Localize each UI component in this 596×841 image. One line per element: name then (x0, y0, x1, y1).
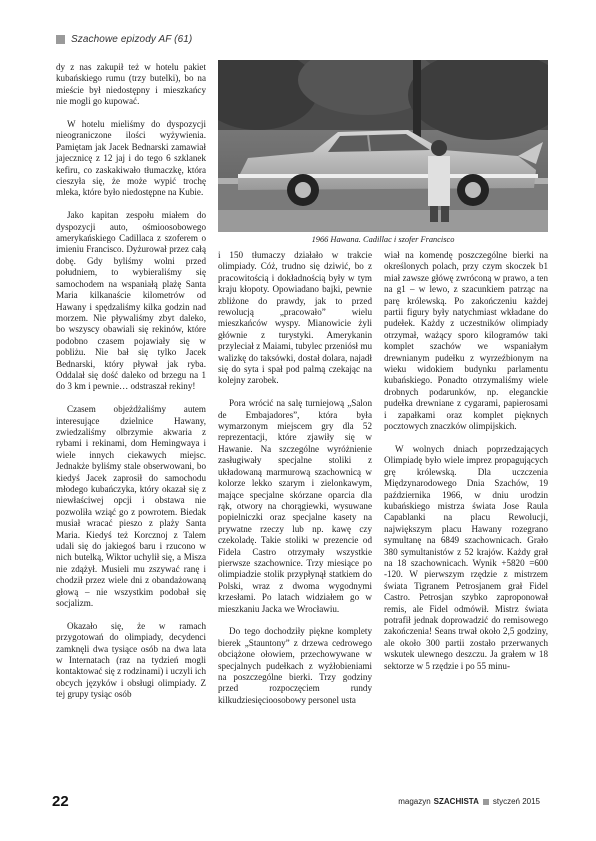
paragraph: W hotelu mieliśmy do dyspozycji nieograniczone ilości wyżywienia. Pamiętam jak Jacek Bednarski zamawiał jajecznicę z 12 jaj i do tego 6 szklanek kefiru, co zaskakiwało tłumaczkę, która cieszyła się, że może wypić trochę mleka, które było niedostępne na Kubie. (56, 119, 206, 198)
cadillac-photo (218, 60, 548, 232)
article-column-1 (56, 62, 206, 701)
issue-date: styczeń 2015 (492, 797, 540, 806)
article-column-2 (218, 250, 372, 706)
paragraph: wiał na komendę poszczególne bierki na określonych polach, przy czym skoczek b1 miał zawsze główę zwróconą w prawo, a ten na g1 – w lewo, z szacunkiem patrząc na parę królewską. Po zakończeniu każdej partii figury były natychmiast wkładane do pudełek. Każdy z uczestników olimpiady otrzymał, ważący sporo kilogramów taki komplet szachów we wspaniałym drewnianym pudełku z wyrzeźbionym na wieku widokiem budynku parlamentu kubańskiego. Ponadto otrzymaliśmy wiele drobnych podarunków, np. eleganckie pudełka drewniane z cygarami, papierosami i zapałkami oraz komplet pięknych pocztowych znaczków olimpijskich. (384, 250, 548, 432)
header-square-marker (56, 35, 65, 44)
paragraph: Czasem objeżdżaliśmy autem interesujące dzielnice Hawany, zwiedzaliśmy olbrzymie akwaria z rybami i rekinami, dom Hemingwaya i wiele innych ciekawych miejsc. Jednakże byliśmy stale obserwowani, bo kiedyś Jacek zaprosił do samochodu młodego kubańczyka, który okazał się z niewłaściwej opcji i obstawa nie pozwoliła wziąć go z powrotem. Biedak musiał wracać pieszo z plaży Santa Maria. Kiedyś też Korcznoj z Talem udali się do jakiegoś baru i rzucono w nich butelką, Wiktor uchylił się, a Misza nie zdążył. Musieli mu zszywać ranę i chodził przez wiele dni z obandażowaną głową – nie wszystkim podobał się socjalizm. (56, 404, 206, 609)
magazine-prefix: magazyn (398, 797, 431, 806)
paragraph: i 150 tłumaczy działało w trakcie olimpiady. Cóż, trudno się dziwić, bo z pracowitością i dokładnością były w tym kraju kłopoty. Opowiadano bajki, pewnie zbliżone do prawdy, jak to przed rewolucją „pracowało” wielu mieszkańców wyspy. Mianowicie żyli głównie z turystyki. Amerykanin przyleciał z Maiami, tubylec przeniósł mu walizkę do taksówki, dostał dolara, najadł się do syta i spał pod palmą czekając na kolejny zarobek. (218, 250, 372, 386)
page-number: 22 (52, 793, 69, 810)
footer-magazine-info (398, 797, 540, 806)
photo-caption: 1966 Hawana. Cadillac i szofer Francisco (311, 235, 455, 244)
footer-square-marker (483, 799, 489, 805)
cadillac-photo-illustration (218, 60, 548, 232)
paragraph: Okazało się, że w ramach przygotowań do olimpiady, decydenci zamknęli dwa tysiące osób na dwa lata w Internatach (raz na tydzień mogli kontaktować się z rodzinami) i uczyli ich obcych języków i obsługi olimpiady. Z tej grupy tysiąc osób (56, 620, 206, 700)
paragraph: Do tego dochodziły piękne komplety bierek „Stauntony” z drzewa cedrowego obciążone ołowiem, przechowywane w specjalnych pudełkach z wyżłobieniami na poszczególne bierki. Trzy godziny przed rozpoczęciem rundy kilkudziesięcioosobowy personel usta (218, 626, 372, 705)
paragraph: dy z nas zakupił też w hotelu pakiet kubańskiego rumu (trzy butelki), bo na mieście był niedostępny i mieszkańcy nie mogli go kupować. (56, 62, 206, 107)
running-header (56, 33, 192, 45)
paragraph: Pora wrócić na salę turniejową „Salon de Embajadores”, która była wymarzonym miejscem gry dla 52 reprezentacji, które zjawiły się w Hawanie. Na szczególne wyróżnienie zasługiwały specjalne stoliki z układowaną marmurową szachownicą w kolorze lekko szarym i zielonkawym, mające specjalne skórzane oparcia dla rąk, otwory na chorągiewki, wysuwane popielniczki oraz specjalne kasety na prywatne rzeczy lub np. kawę czy czekoladę. Takie stoliki w prezencie od Fidela Castro otrzymały wszystkie pierwsze szachownice. Trzy miesiące po olimpiadzie stolik przypłynął statkiem do Polski, wraz z dwoma wygodnymi krzesłami. Po latach widziałem go w mieszkaniu Jacka we Wrocławiu. (218, 398, 372, 614)
paragraph: W wolnych dniach poprzedzających Olimpiadę było wiele imprez propagujących grę królewską. Dla uczczenia Międzynarodowego Dnia Szachów, 19 października 1966, w dniu urodzin kubańskiego mistrza świata Jose Raula Capablanki na placu Rewolucji, największym placu Hawany rozegrano symultanę na 6849 szachownicach. Grało 380 symultanistów z 52 krajów. Każdy grał na 18 szachownicach. Wynik +5820 =600 -120. W pierwszym rzędzie z mistrzem świata Tigranem Petrosjanem grał Fidel Castro. Petrosjan szybko zaproponował remis, ale Fidel odmówił. Mistrz świata potrafił jednak doprowadzić do remisowego zakończenia! Seans trwał około 2,5 godziny, ale około 300 partii zostało przerwanych wskutek ulewnego deszczu. Ja grałem w 18 sektorze w 5 rzędzie i po 55 minu- (384, 443, 548, 671)
article-column-3 (384, 250, 548, 672)
magazine-name: SZACHISTA (433, 797, 479, 806)
header-title: Szachowe epizody AF (61) (71, 33, 193, 45)
paragraph: Jako kapitan zespołu miałem do dyspozycji auto, ośmioosobowego amerykańskiego Cadillaca z szoferem o imieniu Francisco. Dyżurował przez całą dobę. Gdy byliśmy wolni przed południem, to wybieraliśmy się samochodem na wspaniałą plażę Santa Maria kilkanaście kilometrów od Hawany i spędzaliśmy kilka godzin nad morzem. Nie pływaliśmy zbyt daleko, bo wszyscy obawiali się rekinów, które podobno czasem pojawiały się w pobliżu. Nie bał się tylko Jacek Bednarski, który pływał jak ryba. Oddalał się dość daleko od brzegu na 1 do 3 km i pewnie… odstraszał rekiny! (56, 210, 206, 392)
